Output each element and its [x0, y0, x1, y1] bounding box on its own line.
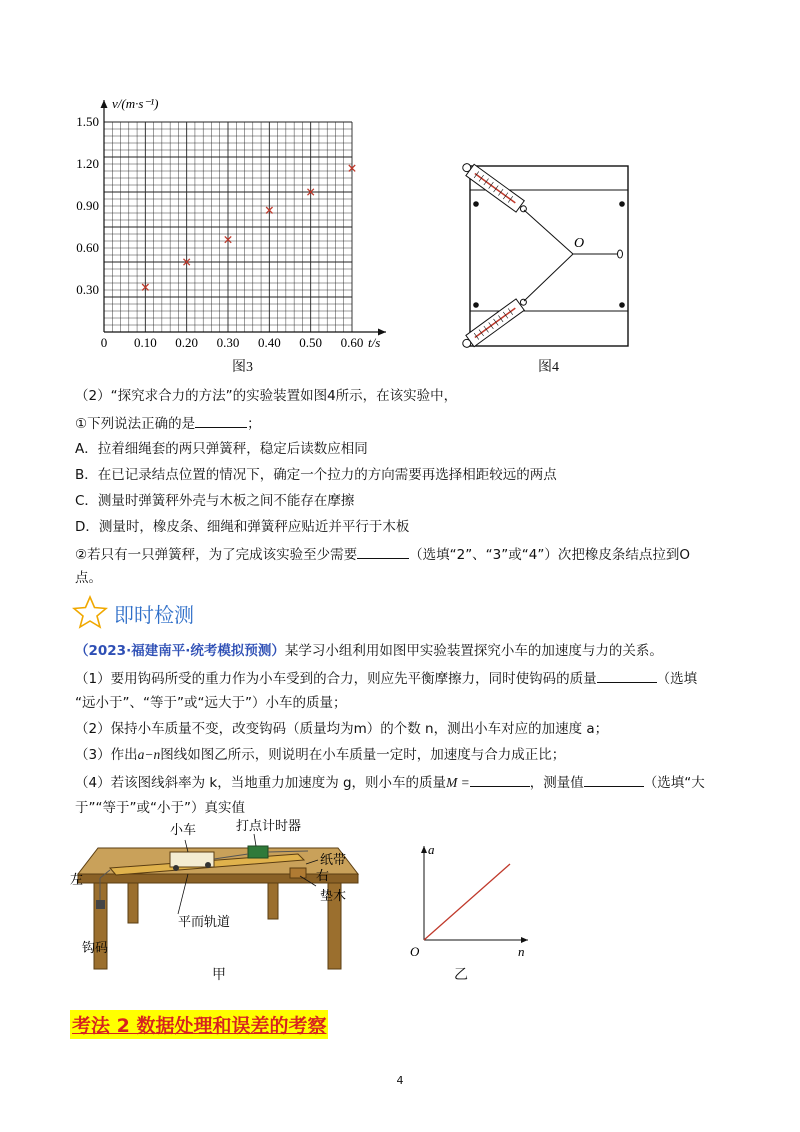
check-p4: （4）若该图线斜率为 k，当地重力加速度为 g，则小车的质量M = ，测量值 （选填“大: [75, 775, 705, 791]
chart-axes: [101, 100, 387, 336]
chart-points: [142, 165, 355, 290]
y-tick-label: 0.90: [76, 198, 99, 213]
x-tick-label: 0.60: [340, 335, 364, 350]
check-p2: （2）保持小车质量不变，改变钩码（质量均为m）的个数 n，测出小车对应的加速度 a；: [75, 721, 609, 737]
point-o-label: O: [574, 236, 585, 251]
q2-sub2: ②若只有一只弹簧秤，为了完成该实验至少需要 （选填“2”、“3”或“4”）次把橡皮条结点拉到O: [75, 547, 690, 563]
y-tick-label: 0.30: [76, 282, 99, 297]
q2-intro: （2）“探究求合力的方法”的实验装置如图4所示，在该实验中，: [75, 388, 458, 404]
q2-option-c: C．测量时弹簧秤外壳与木板之间不能存在摩擦: [75, 493, 355, 509]
figure-yi-caption: 乙: [454, 968, 468, 983]
check-p3: （3）作出a−n图线如图乙所示，则说明在小车质量一定时，加速度与合力成正比；: [75, 747, 566, 763]
check-source-line: （2023·福建南平·统考模拟预测）某学习小组利用如图甲实验装置探究小车的加速度与力的关系。: [75, 643, 663, 659]
left-label: 左: [70, 872, 84, 887]
answer-blank[interactable]: [597, 669, 657, 683]
x-tick-label: 0.50: [299, 335, 323, 350]
graph-x-label: n: [518, 944, 525, 959]
x-tick-label: 0: [100, 335, 108, 350]
y-tick-label: 0.60: [76, 240, 99, 255]
x-tick-label: 0.10: [133, 335, 157, 350]
force-board-diagram: [458, 158, 638, 354]
figure-jia-caption: 甲: [212, 968, 226, 983]
answer-blank[interactable]: [357, 545, 409, 559]
graph-origin-label: O: [410, 944, 420, 959]
acceleration-count-graph: [406, 840, 536, 964]
check-p1-cont: “远小于”、“等于”或“远大于”）小车的质量；: [75, 695, 347, 711]
answer-blank[interactable]: [584, 773, 644, 787]
y-axis-arrow: [101, 100, 108, 108]
y-tick-label: 1.20: [76, 156, 99, 171]
q2-sub1: ①下列说法正确的是 ；: [75, 416, 261, 432]
cart-label: 小车: [170, 822, 197, 837]
star-icon: [72, 595, 108, 629]
right-label: 右: [316, 868, 330, 883]
chart-x-axis-label: t/s: [368, 335, 381, 350]
answer-blank[interactable]: [195, 414, 247, 428]
check-heading: 即时检测: [114, 603, 194, 627]
chart-grid: [104, 122, 352, 332]
block-label: 垫木: [320, 888, 347, 903]
x-tick-label: 0.30: [216, 335, 240, 350]
x-tick-label: 0.40: [257, 335, 281, 350]
weight-label: 钩码: [82, 940, 109, 955]
timer-label: 打点计时器: [236, 818, 302, 833]
section-title: 考法 2 数据处理和误差的考察: [70, 1010, 328, 1039]
graph-y-label: a: [428, 842, 435, 857]
y-tick-label: 1.50: [76, 114, 99, 129]
velocity-time-chart: [60, 92, 400, 352]
page-number: 4: [396, 1074, 404, 1087]
check-p4-cont: 于”“等于”或“小于”）真实值: [75, 800, 245, 816]
chart-y-axis-label: v/(m·s⁻¹): [112, 96, 159, 111]
q2-option-d: D．测量时，橡皮条、细绳和弹簧秤应贴近并平行于木板: [75, 519, 410, 535]
figure-4-caption: 图4: [538, 360, 559, 375]
q2-sub2-cont: 点。: [75, 570, 102, 586]
tape-label: 纸带: [320, 852, 347, 867]
q2-option-a: A．拉着细绳套的两只弹簧秤，稳定后读数应相同: [75, 441, 368, 457]
figure-3-caption: 图3: [232, 360, 253, 375]
check-p1: （1）要用钩码所受的重力作为小车受到的合力，则应先平衡摩擦力，同时使钩码的质量 （选填: [75, 671, 698, 687]
x-tick-label: 0.20: [175, 335, 199, 350]
q2-option-b: B．在已记录结点位置的情况下，确定一个拉力的方向需要再选择相距较远的两点: [75, 467, 557, 483]
cart-apparatus-diagram: [68, 818, 368, 976]
track-label: 平而轨道: [178, 914, 231, 929]
answer-blank[interactable]: [470, 773, 530, 787]
